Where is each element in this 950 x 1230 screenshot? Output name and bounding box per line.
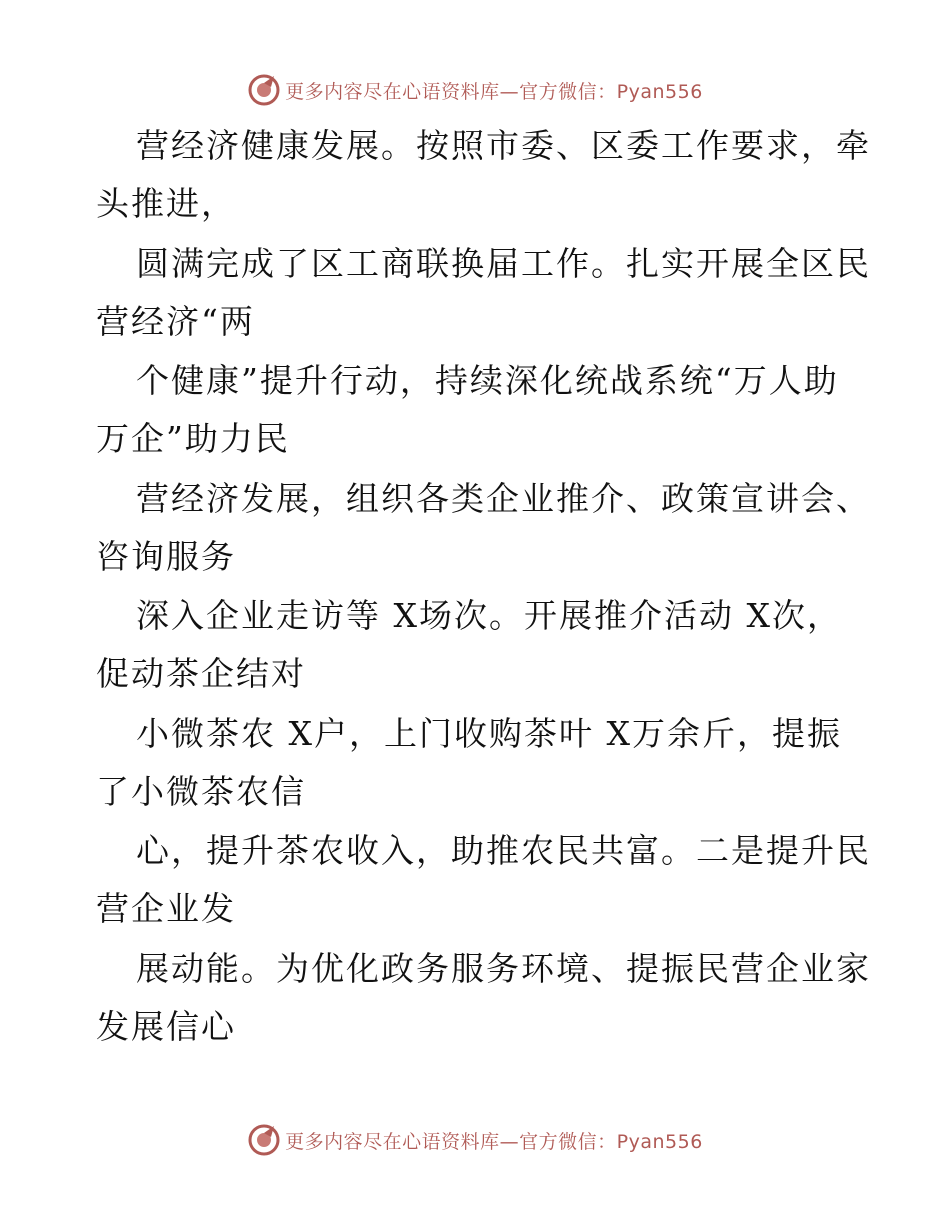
- paragraph-line: 发展信心: [96, 1007, 236, 1046]
- paragraph-line: 咨询服务: [96, 537, 236, 576]
- paragraph-line: 头推进，: [96, 184, 236, 223]
- paragraph-line: 展动能。为优化政务服务环境、提振民营企业家: [136, 949, 871, 988]
- paragraph-line: 圆满完成了区工商联换届工作。扎实开展全区民: [136, 244, 871, 283]
- paragraph-line: 营经济健康发展。按照市委、区委工作要求，牵: [136, 126, 871, 165]
- paragraph-line: 营经济“两: [96, 302, 255, 341]
- header-banner: [0, 70, 950, 110]
- logo-icon: [247, 73, 281, 107]
- paragraph-line: 小微茶农 X户，上门收购茶叶 X万余斤，提振: [136, 714, 842, 753]
- footer-banner: [0, 1120, 950, 1160]
- paragraph-line: 心，提升茶农收入，助推农民共富。二是提升民: [136, 831, 871, 870]
- paragraph-line: 营企业发: [96, 889, 236, 928]
- paragraph-line: 万企”助力民: [96, 419, 290, 458]
- footer-banner-text: 更多内容尽在心语资料库—官方微信：Pyan556: [285, 1130, 703, 1153]
- paragraph-line: 深入企业走访等 X场次。开展推介活动 X次，: [136, 596, 842, 635]
- logo-icon: [247, 1123, 281, 1157]
- paragraph-line: 促动茶企结对: [96, 654, 306, 693]
- paragraph-line: 个健康”提升行动，持续深化统战系统“万人助: [136, 361, 839, 400]
- header-banner-text: 更多内容尽在心语资料库—官方微信：Pyan556: [285, 80, 703, 103]
- paragraph-line: 营经济发展，组织各类企业推介、政策宣讲会、: [136, 479, 871, 518]
- paragraph-line: 了小微茶农信: [96, 772, 306, 811]
